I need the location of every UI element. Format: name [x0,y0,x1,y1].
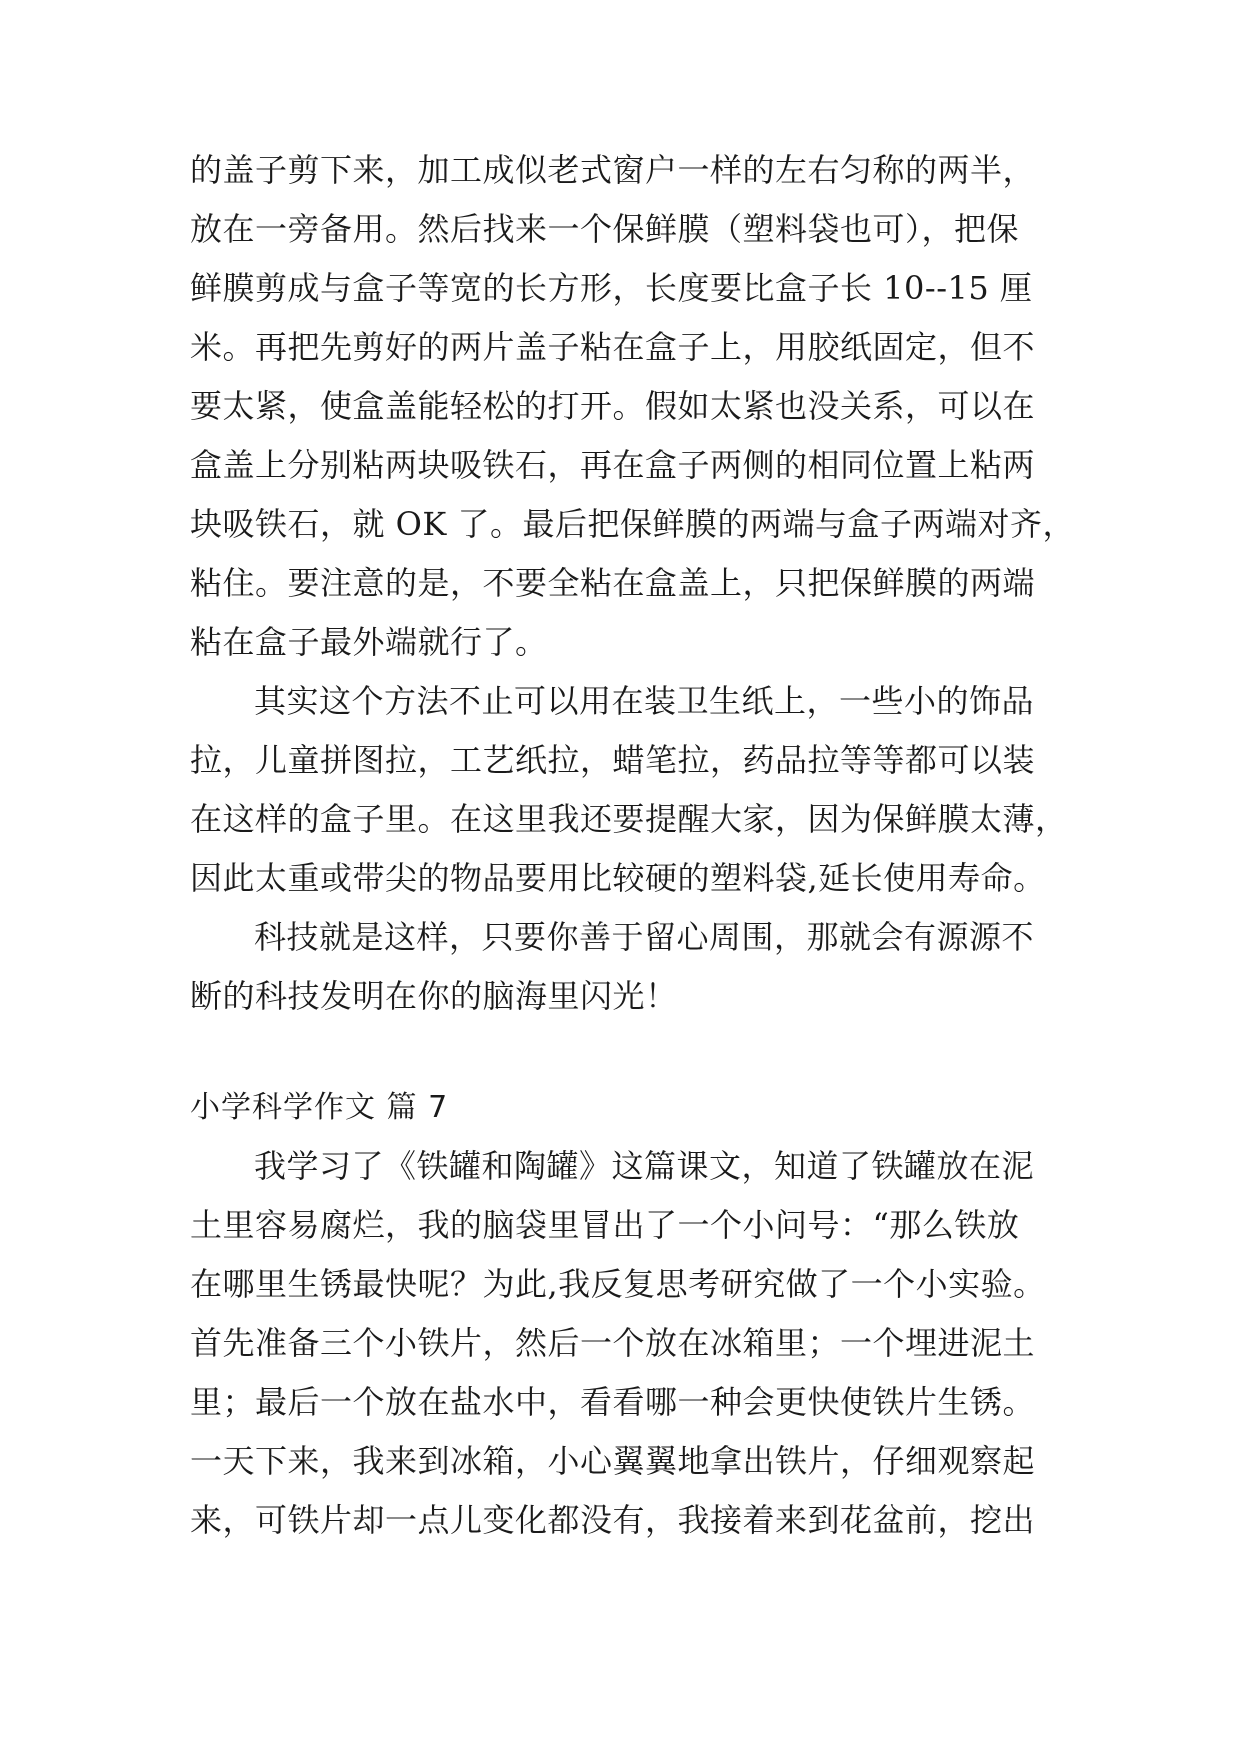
paragraph-line: 放在一旁备用。然后找来一个保鲜膜（塑料袋也可），把保 [190,210,1020,248]
paragraph-line: 首先准备三个小铁片，然后一个放在冰箱里；一个埋进泥土 [190,1324,1036,1362]
paragraph-line: 其实这个方法不止可以用在装卫生纸上，一些小的饰品 [254,682,1035,720]
paragraph-line: 土里容易腐烂，我的脑袋里冒出了一个小问号：“那么铁放 [190,1206,1020,1244]
paragraph-line: 科技就是这样，只要你善于留心周围，那就会有源源不 [254,918,1035,956]
paragraph-line: 的盖子剪下来，加工成似老式窗户一样的左右匀称的两半， [190,151,1036,189]
section-heading: 小学科学作文 篇 7 [190,1090,449,1125]
paragraph-line: 块吸铁石，就 OK 了。最后把保鲜膜的两端与盒子两端对齐， [190,505,1075,543]
paragraph-line: 盒盖上分别粘两块吸铁石，再在盒子两侧的相同位置上粘两 [190,446,1036,484]
paragraph-line: 里；最后一个放在盐水中，看看哪一种会更快使铁片生锈。 [190,1383,1036,1421]
paragraph-line: 粘在盒子最外端就行了。 [190,623,548,661]
paragraph-line: 要太紧，使盒盖能轻松的打开。假如太紧也没关系，可以在 [190,387,1036,425]
paragraph-line: 来，可铁片却一点儿变化都没有，我接着来到花盆前，挖出 [190,1501,1036,1539]
paragraph-line: 断的科技发明在你的脑海里闪光！ [190,977,678,1015]
paragraph-line: 在哪里生锈最快呢？为此,我反复思考研究做了一个小实验。 [190,1265,1046,1303]
paragraph-line: 一天下来，我来到冰箱，小心翼翼地拿出铁片，仔细观察起 [190,1442,1036,1480]
paragraph-line: 鲜膜剪成与盒子等宽的长方形，长度要比盒子长 10--15 厘 [190,269,1033,307]
paragraph-line: 因此太重或带尖的物品要用比较硬的塑料袋,延长使用寿命。 [190,859,1046,897]
paragraph-line: 在这样的盒子里。在这里我还要提醒大家，因为保鲜膜太薄， [190,800,1068,838]
paragraph-line: 米。再把先剪好的两片盖子粘在盒子上，用胶纸固定，但不 [190,328,1036,366]
paragraph-line: 粘住。要注意的是，不要全粘在盒盖上，只把保鲜膜的两端 [190,564,1036,602]
paragraph-line: 拉，儿童拼图拉，工艺纸拉，蜡笔拉，药品拉等等都可以装 [190,741,1036,779]
paragraph-line: 我学习了《铁罐和陶罐》这篇课文，知道了铁罐放在泥 [254,1147,1035,1185]
